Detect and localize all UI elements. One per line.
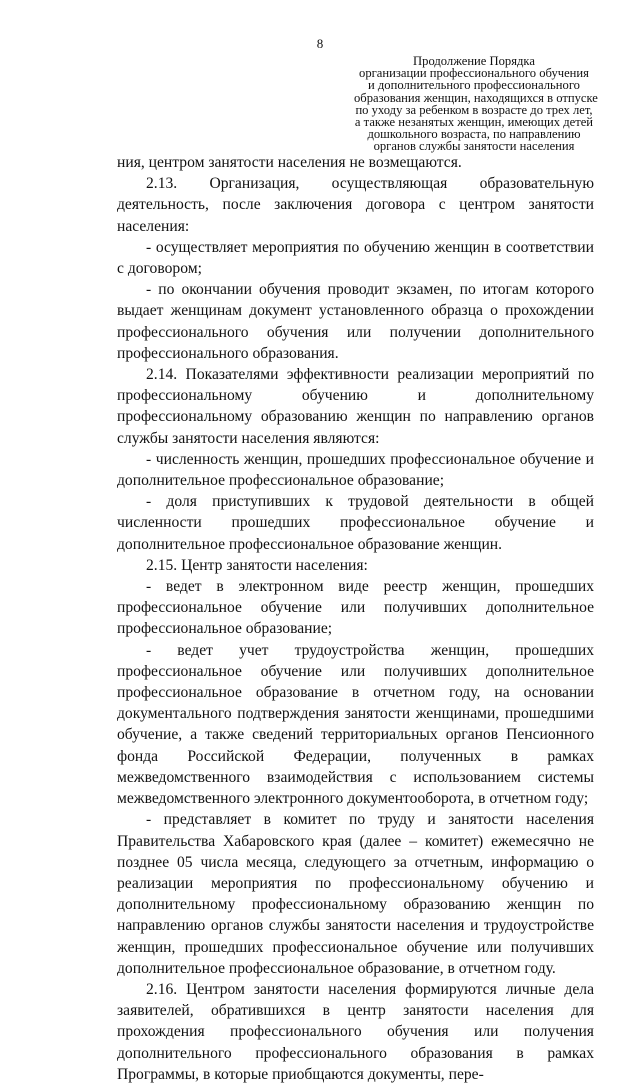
paragraph-continuation: ния, центром занятости населения не возмещаются.: [117, 154, 462, 171]
paragraph-2-15-item-1: - ведет в электронном виде реестр женщин, прошедших профессиональное обучение или получивших дополнительное профессиональное образование;: [117, 578, 594, 638]
paragraph-2-14: 2.14. Показателями эффективности реализации мероприятий по профессиональному обучению и дополнительному профессиональному образованию женщин по направлению органов службы занятости населения являются:: [117, 366, 594, 447]
header-line: Продолжение Порядка: [413, 54, 535, 68]
document-header-continuation: [354, 54, 598, 154]
header-line: органов службы занятости населения: [373, 139, 575, 154]
header-line: организации профессионального обучения: [359, 66, 589, 81]
paragraph-2-15-item-3: - представляет в комитет по труду и занятости населения Правительства Хабаровского края (далее – комитет) ежемесячно не позднее 05 числа месяца, следующего за отчетным, информацию о реализации мероприятия по профессиональному обучению и дополнительному профессиональному образованию женщин по направлению органов службы занятости населения и трудоустройстве женщин, прошедших профессиональное обучение или получивших дополнительное профессиональное образование, в отчетном году.: [117, 811, 594, 977]
paragraph-2-13-item-1: - осуществляет мероприятия по обучению женщин в соответствии с договором;: [117, 238, 594, 278]
paragraph-2-13: 2.13. Организация, осуществляющая образовательную деятельность, после заключения договора с центром занятости населения:: [117, 175, 594, 235]
header-line: по уходу за ребенком в возрасте до трех лет,: [355, 102, 593, 117]
header-line: дошкольного возраста, по направлению: [367, 127, 581, 142]
paragraph-2-13-item-2: - по окончании обучения проводит экзамен, по итогам которого выдает женщинам документ установленного образца о прохождении профессионального обучения или получении дополнительного профессионального образования.: [117, 281, 594, 362]
header-line: а также незанятых женщин, имеющих детей: [354, 115, 594, 130]
paragraph-2-15: 2.15. Центр занятости населения:: [146, 556, 368, 574]
paragraph-2-16: 2.16. Центром занятости населения формируются личные дела заявителей, обратившихся в центр занятости населения для прохождения профессионального обучения или получения дополнительного профессионального образования в рамках Программы, в которые приобщаются документы, пере-: [117, 980, 594, 1083]
page-number: 8: [316, 36, 324, 51]
document-body: [117, 152, 594, 1085]
paragraph-2-15-item-2: - ведет учет трудоустройства женщин, прошедших профессиональное обучение или получивших дополнительное профессиональное образование в отчетном году, на основании документального подтверждения занятости женщинами, прошедшими обучение, а также сведений территориальных органов Пенсионного фонда Российской Федерации, полученных в рамках межведомственного взаимодействия с использованием системы межведомственного электронного документооборота, в отчетном году;: [117, 641, 594, 808]
paragraph-2-14-item-1: - численность женщин, прошедших профессиональное обучение и дополнительное профессиональное образование;: [117, 450, 594, 490]
header-line: и дополнительного профессионального: [368, 78, 580, 93]
paragraph-2-14-item-2: - доля приступивших к трудовой деятельности в общей численности прошедших профессиональное обучение и дополнительное профессиональное образование женщин.: [117, 493, 594, 553]
header-line: образования женщин, находящихся в отпуске: [354, 90, 598, 105]
